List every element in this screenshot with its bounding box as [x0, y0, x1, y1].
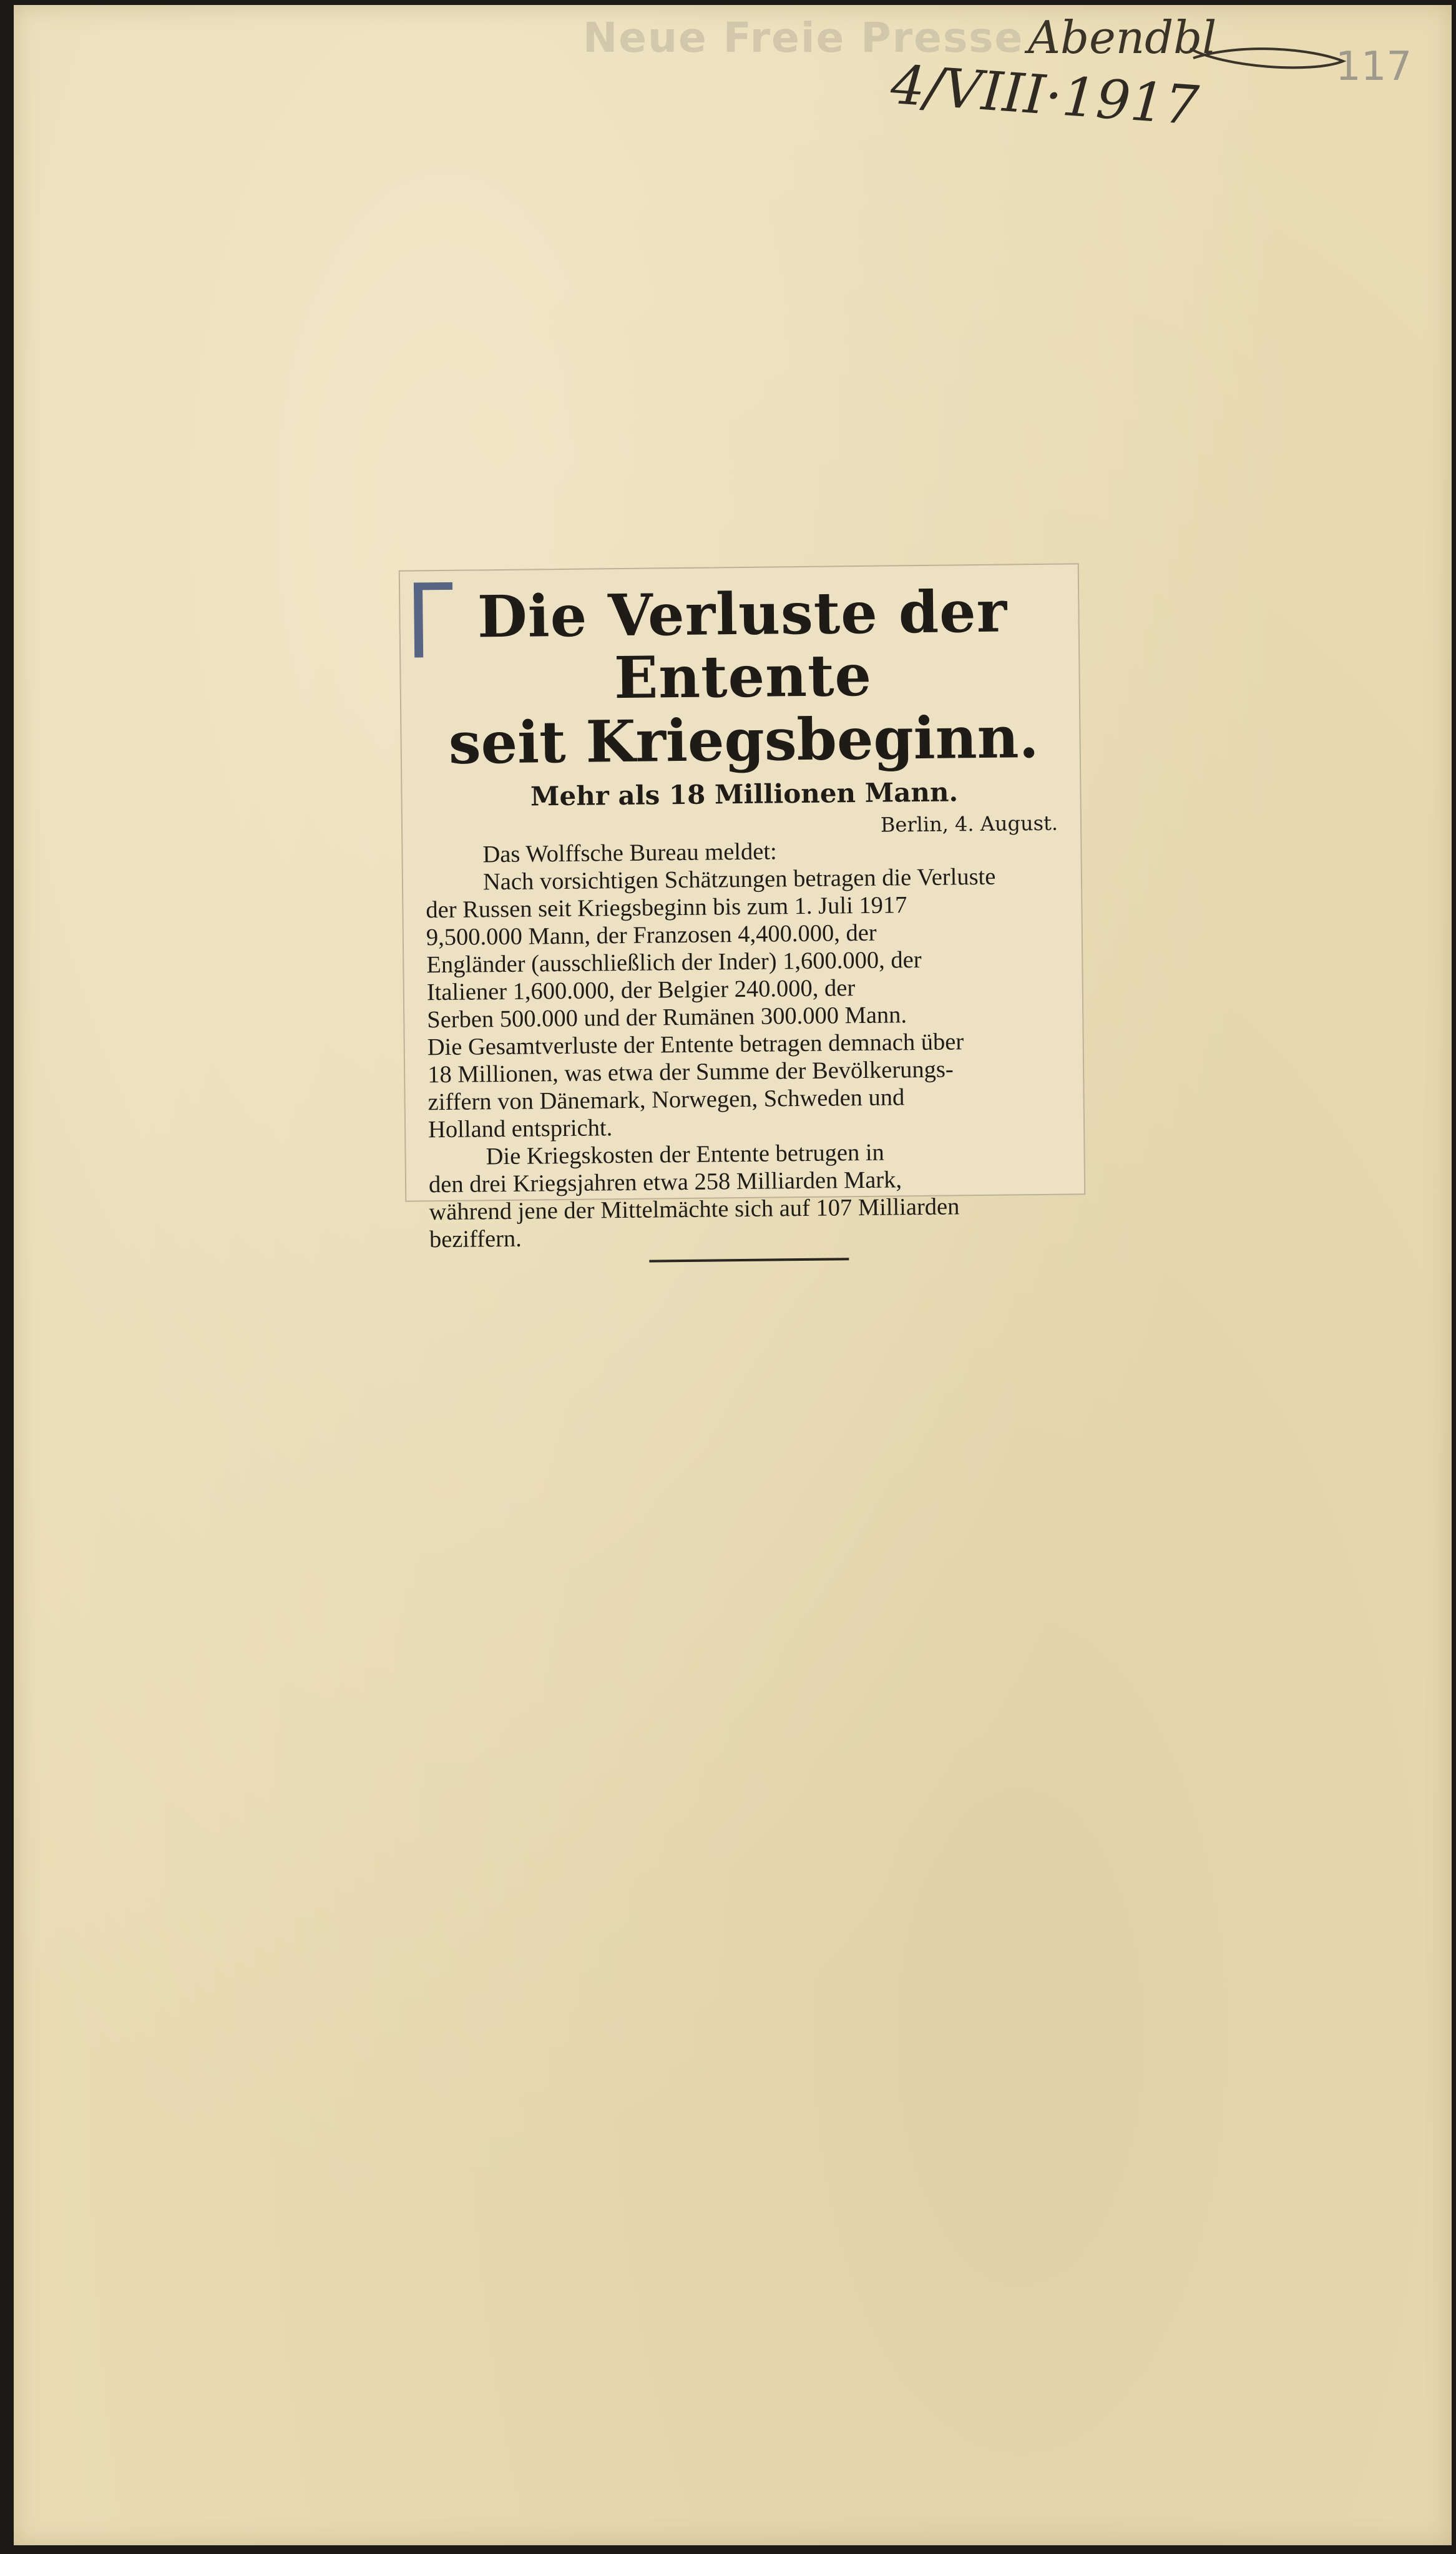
- handwritten-date: 4/VIII·1917: [889, 53, 1201, 138]
- article-line: Das Wolffsche Bureau meldet:: [482, 838, 777, 868]
- archive-sheet: [14, 5, 1452, 2545]
- blue-pencil-mark: [414, 582, 453, 658]
- article-dateline: Berlin, 4. August.: [880, 811, 1058, 837]
- article-line: Italiener 1,600.000, der Belgier 240.000, der: [426, 975, 856, 1006]
- newspaper-stamp: Neue Freie Presse: [583, 14, 1024, 62]
- article-line: ziffern von Dänemark, Norwegen, Schweden und: [428, 1084, 905, 1116]
- article-title-line-1: Die Verluste der Entente: [477, 577, 1008, 712]
- article-line: Die Gesamtverluste der Entente betragen demnach über: [427, 1029, 964, 1061]
- article-line: den drei Kriegsjahren etwa 258 Milliarden Mark,: [428, 1167, 902, 1198]
- article-line: während jene der Mittelmächte sich auf 107 Milliarden: [429, 1193, 960, 1226]
- handwritten-edition: Abendbl: [1028, 11, 1217, 64]
- article-title-line-2: seit Kriegsbeginn.: [448, 703, 1040, 777]
- page-number: 117: [1336, 44, 1412, 90]
- article-line: Die Kriegskosten der Entente betrugen in: [486, 1139, 885, 1170]
- article-line: der Russen seit Kriegsbeginn bis zum 1. Juli 1917: [426, 892, 907, 924]
- article-line: Serben 500.000 und der Rumänen 300.000 Mann.: [427, 1002, 907, 1034]
- closing-rule: [649, 1258, 849, 1262]
- article-paragraph-1: [425, 835, 1067, 1144]
- article-line: Engländer (ausschließlich der Inder) 1,600.000, der: [426, 946, 922, 979]
- article-paragraph-2: [428, 1137, 1068, 1254]
- newspaper-clipping: [399, 563, 1086, 1253]
- article-line: Holland entspricht.: [428, 1115, 613, 1143]
- article-line: 18 Millionen, was etwa der Summe der Bevölkerungs-: [427, 1056, 954, 1089]
- article-line: Nach vorsichtigen Schätzungen betragen die Verluste: [482, 863, 996, 896]
- article-line: beziffern.: [429, 1225, 522, 1253]
- article-line: 9,500.000 Mann, der Franzosen 4,400.000, der: [426, 919, 877, 951]
- handwritten-flourish: [1187, 24, 1349, 80]
- article-subtitle: Mehr als 18 Millionen Mann.: [530, 776, 959, 812]
